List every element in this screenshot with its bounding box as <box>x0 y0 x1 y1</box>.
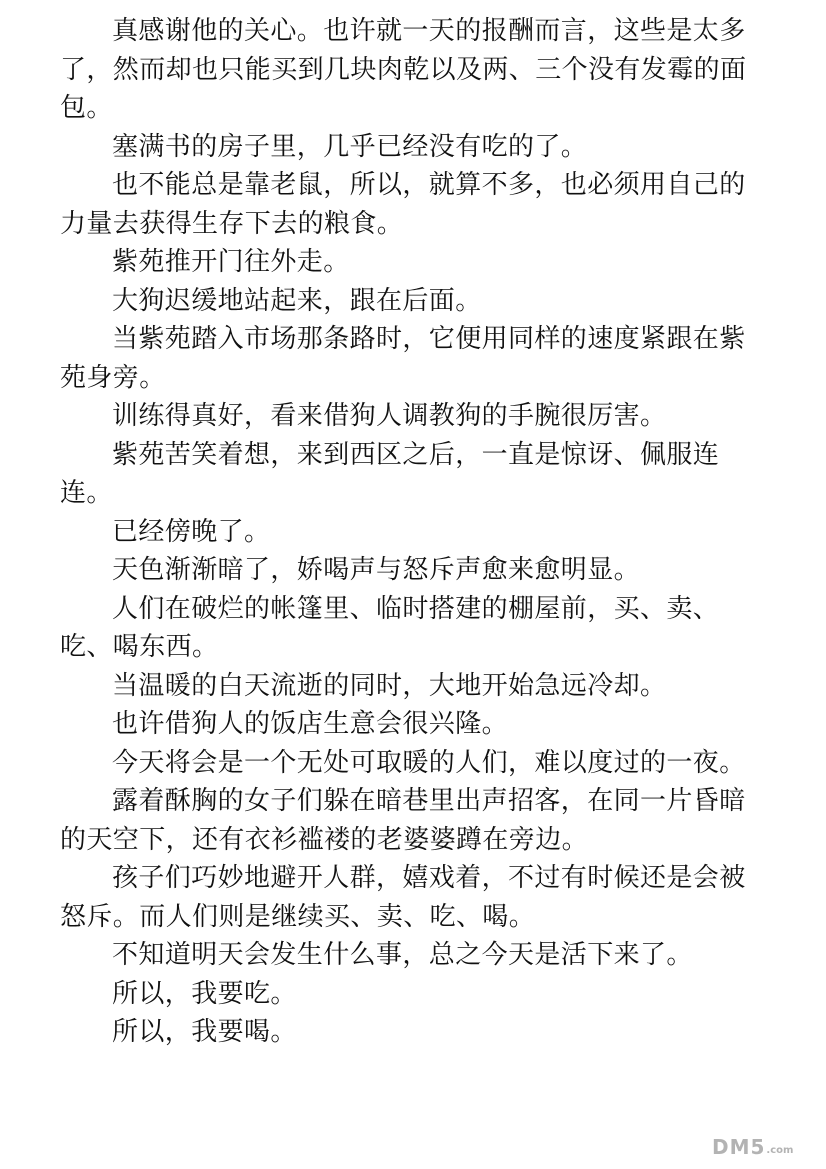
watermark-main-text: DM5 <box>712 1135 766 1159</box>
paragraph: 训练得真好，看来借狗人调教狗的手腕很厉害。 <box>112 401 667 431</box>
paragraph: 人们在破烂的帐篷里、临时搭建的棚屋前，买、卖、吃、喝东西。 <box>60 593 720 662</box>
paragraph: 紫苑苦笑着想，来到西区之后，一直是惊讶、佩服连连。 <box>60 439 720 508</box>
paragraph: 不知道明天会发生什么事，总之今天是活下来了。 <box>112 940 693 970</box>
paragraph: 真感谢他的关心。也许就一天的报酬而言，这些是太多了，然而却也只能买到几块肉乾以及两、三个没有发霉的面包。 <box>60 16 747 123</box>
paragraph: 露着酥胸的女子们躲在暗巷里出声招客，在同一片昏暗的天空下，还有衣衫褴褛的老婆婆蹲在旁边。 <box>60 786 746 855</box>
paragraph: 所以，我要吃。 <box>112 978 297 1009</box>
paragraph: 当紫苑踏入市场那条路时，它便用同样的速度紧跟在紫苑身旁。 <box>60 324 746 393</box>
paragraph: 天色渐渐暗了，娇喝声与怒斥声愈来愈明显。 <box>112 555 641 585</box>
paragraph: 也不能总是靠老鼠，所以，就算不多，也必须用自己的力量去获得生存下去的粮食。 <box>60 170 746 239</box>
paragraph: 已经傍晚了。 <box>112 516 271 547</box>
paragraph: 大狗迟缓地站起来，跟在后面。 <box>112 285 482 316</box>
paragraph: 所以，我要喝。 <box>112 1017 297 1047</box>
watermark-logo <box>712 1133 812 1159</box>
paragraph: 孩子们巧妙地避开人群，嬉戏着，不过有时候还是会被怒斥。而人们则是继续买、卖、吃、喝。 <box>60 863 746 932</box>
paragraph: 今天将会是一个无处可取暖的人们，难以度过的一夜。 <box>112 747 746 778</box>
document-page <box>60 12 760 1052</box>
paragraph: 当温暖的白天流逝的同时，大地开始急远冷却。 <box>112 670 667 701</box>
paragraph: 塞满书的房子里，几乎已经没有吃的了。 <box>112 131 588 162</box>
paragraph: 紫苑推开门往外走。 <box>112 247 350 277</box>
paragraph: 也许借狗人的饭店生意会很兴隆。 <box>112 709 509 739</box>
watermark-sub-text: .com <box>766 1145 794 1156</box>
